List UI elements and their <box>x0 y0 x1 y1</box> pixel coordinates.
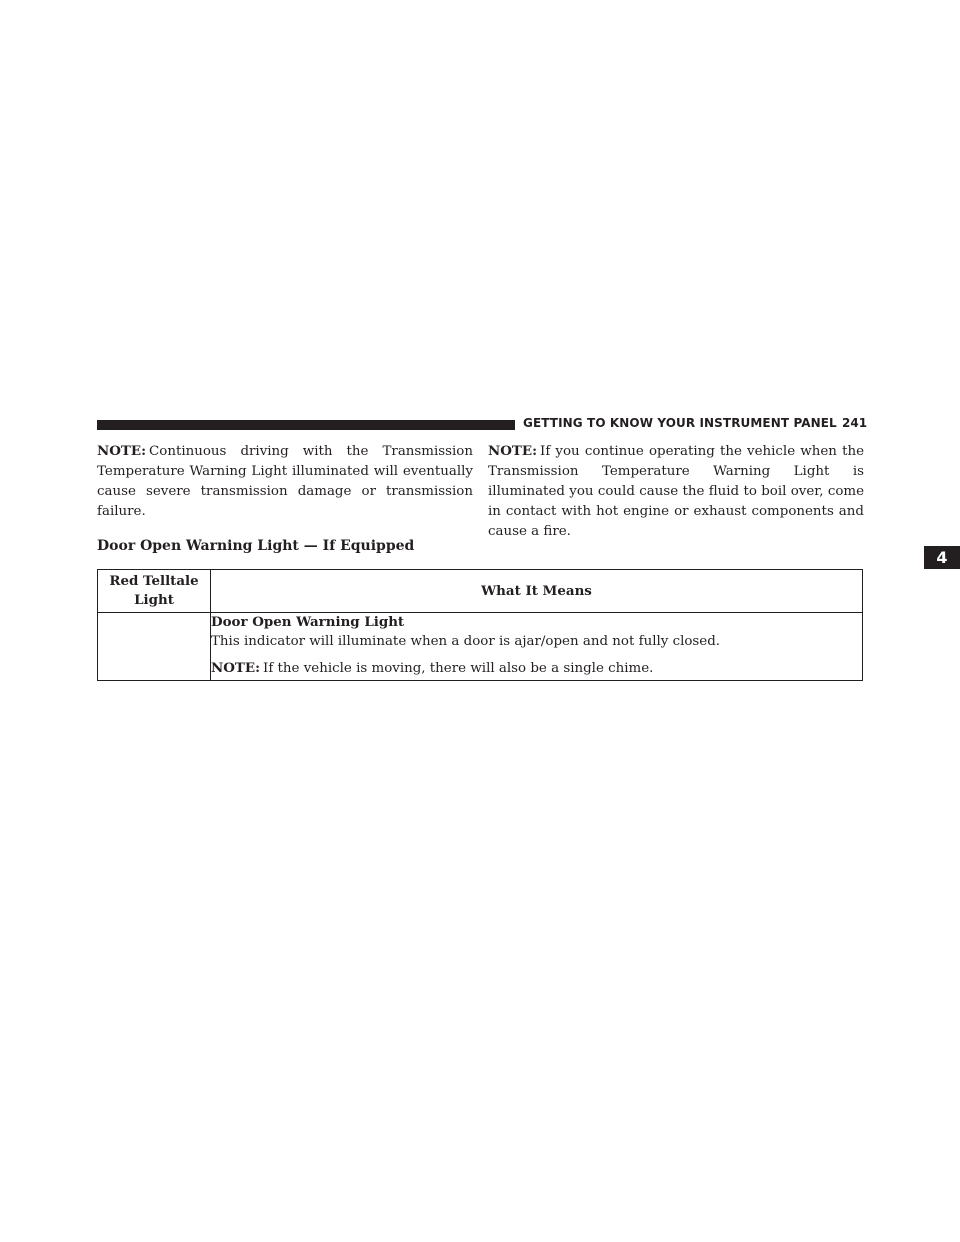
telltale-icon-cell <box>98 613 211 681</box>
note-text: Continuous driving with the Transmission Temperature Warning Light illuminated will eventually cause severe transmission damage or transmission failure. <box>97 444 473 519</box>
note-text: If the vehicle is moving, there will also be a single chime. <box>263 661 654 676</box>
page-number: 241 <box>842 416 868 430</box>
note-label: NOTE: <box>488 443 538 459</box>
header-rule <box>97 420 515 430</box>
row-title: Door Open Warning Light <box>211 614 405 630</box>
telltale-table <box>97 569 863 681</box>
note-left <box>97 441 473 522</box>
note-right <box>488 441 864 542</box>
note-label: NOTE: <box>97 443 147 459</box>
row-text: This indicator will illuminate when a door is ajar/open and not fully closed. <box>211 634 721 649</box>
running-header-title: GETTING TO KNOW YOUR INSTRUMENT PANEL <box>523 416 837 430</box>
table-row <box>98 613 863 681</box>
note-label: NOTE: <box>211 660 261 676</box>
row-note <box>211 659 862 678</box>
chapter-tab: 4 <box>924 546 960 569</box>
section-heading: Door Open Warning Light — If Equipped <box>97 538 415 554</box>
meaning-cell <box>211 613 863 681</box>
table-header-row <box>98 570 863 613</box>
note-text: If you continue operating the vehicle when the Transmission Temperature Warning Light is illuminated you could cause the fluid to boil over, come in contact with hot engine or exhaust components and cause a fire. <box>488 444 864 539</box>
header-red-telltale-light: Red Telltale Light <box>98 570 211 613</box>
header-what-it-means: What It Means <box>211 570 863 613</box>
